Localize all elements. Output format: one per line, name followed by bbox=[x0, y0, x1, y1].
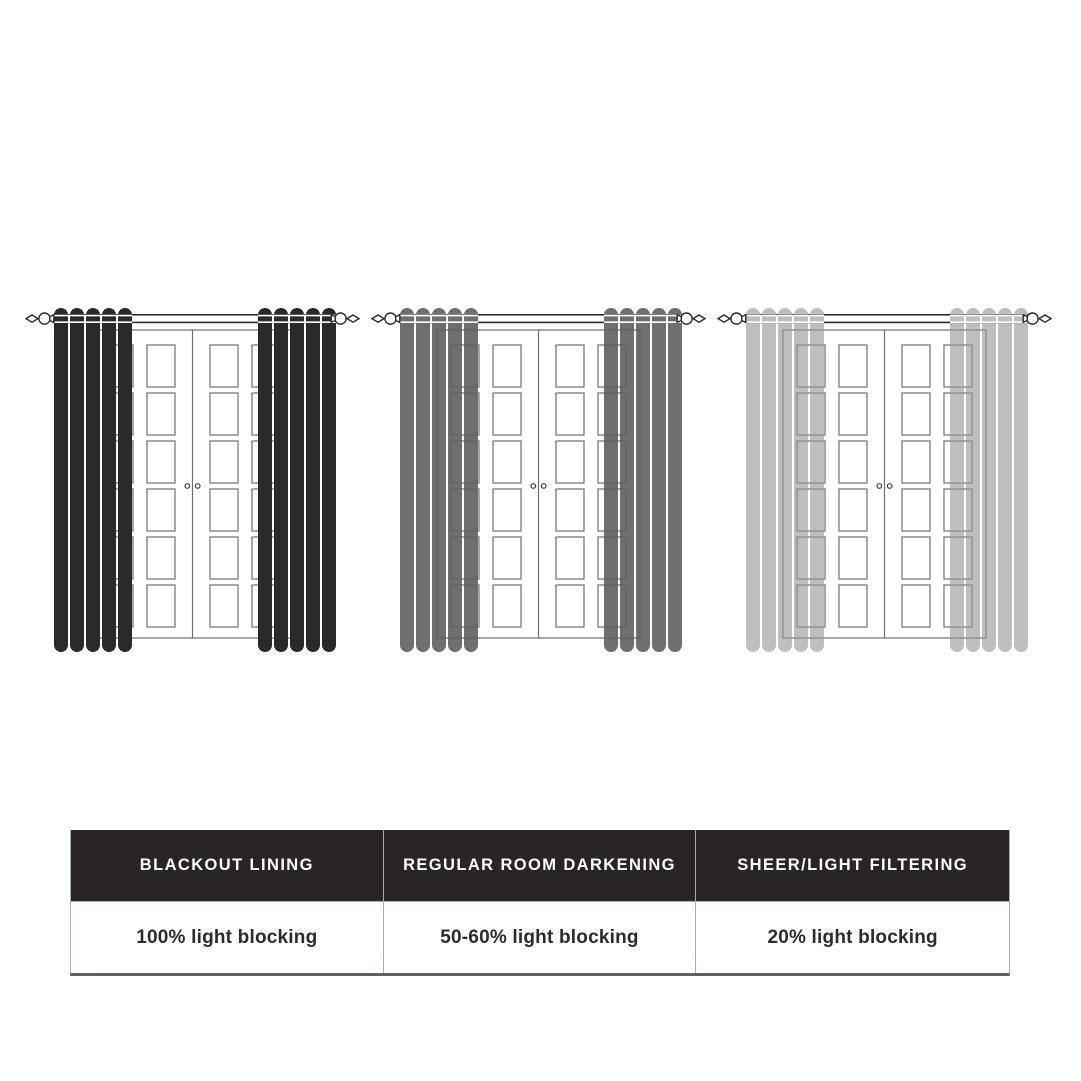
illustration-blackout-lining bbox=[25, 303, 360, 655]
table-value-blackout: 100% light blocking bbox=[71, 902, 383, 973]
table-header-blackout: BLACKOUT LINING bbox=[71, 830, 383, 902]
table-header-room-darkening: REGULAR ROOM DARKENING bbox=[384, 830, 696, 902]
table-column-room-darkening bbox=[384, 830, 697, 973]
door-knob-right-icon bbox=[887, 484, 892, 489]
table-header-sheer: SHEER/LIGHT FILTERING bbox=[696, 830, 1009, 902]
door-knob-left-icon bbox=[531, 484, 536, 489]
door-knob-left-icon bbox=[877, 484, 882, 489]
table-column-blackout bbox=[71, 830, 384, 973]
table-column-sheer bbox=[696, 830, 1009, 973]
rod-finial-left-icon bbox=[718, 313, 746, 324]
door-knob-right-icon bbox=[195, 484, 200, 489]
table-value-room-darkening: 50-60% light blocking bbox=[384, 902, 696, 973]
illustration-regular-room-darkening bbox=[371, 303, 706, 655]
rod-finial-left-icon bbox=[372, 313, 400, 324]
light-blocking-comparison-table bbox=[70, 830, 1010, 976]
door-knob-right-icon bbox=[541, 484, 546, 489]
illustration-sheer-light-filtering bbox=[717, 303, 1052, 655]
rod-finial-left-icon bbox=[26, 313, 54, 324]
door-knob-left-icon bbox=[185, 484, 190, 489]
table-value-sheer: 20% light blocking bbox=[696, 902, 1009, 973]
curtain-illustrations bbox=[0, 303, 1081, 663]
